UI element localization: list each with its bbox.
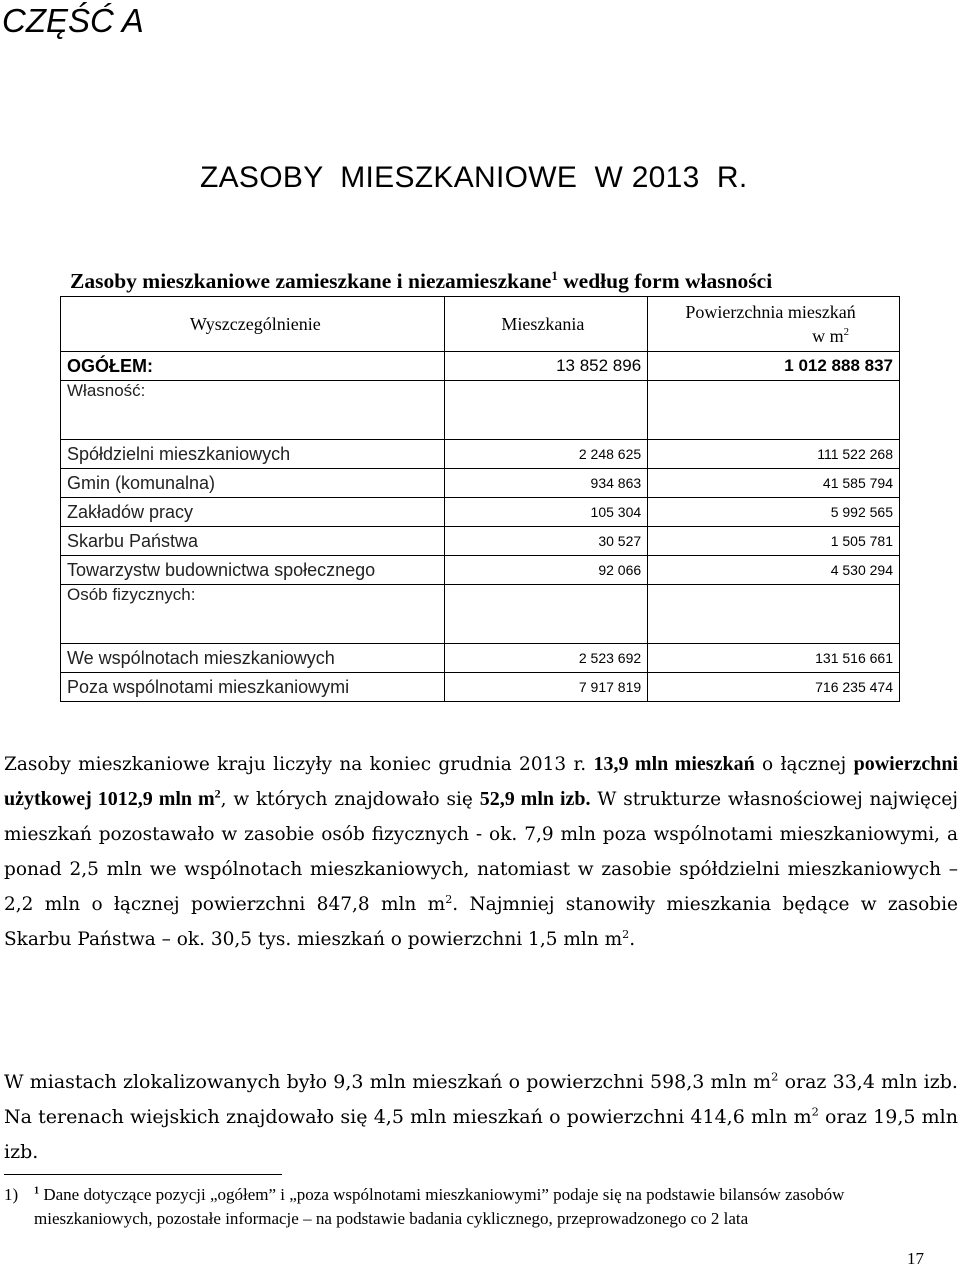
row-powierzchnia: 5 992 565 bbox=[648, 498, 900, 527]
table-row-total bbox=[61, 352, 900, 381]
header-mieszkania: Mieszkania bbox=[444, 297, 648, 352]
table-row-wlasnosc bbox=[61, 381, 900, 440]
row-mieszkania: 934 863 bbox=[444, 469, 648, 498]
row-powierzchnia: 716 235 474 bbox=[648, 673, 900, 702]
footnote-text-1: Dane dotyczące pozycji „ogółem” i „poza wspólnotami mieszkaniowymi” podaje się na podstawie bilansów zasobów bbox=[39, 1185, 845, 1204]
header-powierzchnia-line2: w $m^2$ bbox=[812, 326, 850, 346]
table-row bbox=[61, 469, 900, 498]
footnote-sup: 1 bbox=[34, 1185, 40, 1197]
row-label: Poza wspólnotami mieszkaniowymi bbox=[61, 673, 445, 702]
row-label: Skarbu Państwa bbox=[61, 527, 445, 556]
row-mieszkania: 105 304 bbox=[444, 498, 648, 527]
highlight-izb: 52,9 mln izb. bbox=[479, 788, 591, 810]
table-row bbox=[61, 440, 900, 469]
wlasnosc-label: Własność: bbox=[61, 381, 445, 440]
row-mieszkania: 2 248 625 bbox=[444, 440, 648, 469]
header-wyszczegolnienie: Wyszczególnienie bbox=[61, 297, 445, 352]
row-mieszkania: 7 917 819 bbox=[444, 673, 648, 702]
highlight-mieszkan: 13,9 mln mieszkań bbox=[593, 753, 755, 775]
row-powierzchnia: 41 585 794 bbox=[648, 469, 900, 498]
table-header-row bbox=[61, 297, 900, 352]
table-row bbox=[61, 498, 900, 527]
row-powierzchnia: 111 522 268 bbox=[648, 440, 900, 469]
osob-fizycznych-label: Osób fizycznych: bbox=[61, 585, 445, 644]
footnote-divider bbox=[4, 1174, 282, 1175]
highlight-powierzchnia: powierzchni użytkowej 1012,9 mln $m^2$ bbox=[4, 753, 959, 810]
row-label: Towarzystw budownictwa społecznego bbox=[61, 556, 445, 585]
table-row bbox=[61, 673, 900, 702]
row-mieszkania: 2 523 692 bbox=[444, 644, 648, 673]
row-powierzchnia: 131 516 661 bbox=[648, 644, 900, 673]
row-label: Spółdzielni mieszkaniowych bbox=[61, 440, 445, 469]
row-label: Zakładów pracy bbox=[61, 498, 445, 527]
part-title: CZĘŚĆ A bbox=[2, 2, 144, 39]
summary-paragraph-2: W miastach zlokalizowanych było 9,3 mln mieszkań o powierzchni 598,3 mln $m^2$ oraz 33,4 mln izb. Na terenach wiejskich znajdowało się 4,5 mln mieszkań o powierzchni 414,6 mln $m^2$ oraz 19,5 mln izb. bbox=[4, 1069, 958, 1163]
total-powierzchnia: 1 012 888 837 bbox=[648, 352, 900, 381]
row-mieszkania: 30 527 bbox=[444, 527, 648, 556]
table-title bbox=[70, 266, 772, 296]
row-powierzchnia: 1 505 781 bbox=[648, 527, 900, 556]
header-powierzchnia-line1: Powierzchnia mieszkań bbox=[685, 302, 856, 322]
table-row-osob-fizycznych bbox=[61, 585, 900, 644]
table-row bbox=[61, 644, 900, 673]
page-number: 17 bbox=[907, 1249, 924, 1268]
footnote-number: 1) bbox=[4, 1185, 19, 1204]
table-row bbox=[61, 527, 900, 556]
row-label: We wspólnotach mieszkaniowych bbox=[61, 644, 445, 673]
main-title: ZASOBY MIESZKANIOWE W 2013 R. bbox=[200, 161, 748, 194]
table-title-text-after: według form własności bbox=[557, 269, 773, 293]
table-title-footnote-ref: 1 bbox=[551, 268, 558, 283]
table-title-text: Zasoby mieszkaniowe zamieszkane i niezamieszkane bbox=[70, 269, 552, 293]
row-mieszkania: 92 066 bbox=[444, 556, 648, 585]
header-powierzchnia bbox=[648, 297, 900, 352]
summary-paragraph-1: Zasoby mieszkaniowe kraju liczyły na koniec grudnia 2013 r. 13,9 mln mieszkań o łącznej powierzchni użytkowej 1012,9 mln $m^2$, w których znajdowało się 52,9 mln izb. W strukturze własnościowej najwięcej mieszkań pozostawało w zasobie osób fizycznych - ok. 7,9 mln poza wspólnotami mieszkaniowymi, a ponad 2,5 mln we wspólnotach mieszkaniowych, natomiast w zasobie spółdzielni mieszkaniowych – 2,2 mln o łącznej powierzchni 847,8 mln $m^2$. Najmniej stanowiły mieszkania będące w zasobie Skarbu Państwa – ok. 30,5 tys. mieszkań o powierzchni 1,5 mln $m^2$. bbox=[4, 753, 959, 950]
total-mieszkania: 13 852 896 bbox=[444, 352, 648, 381]
total-label: OGÓŁEM: bbox=[61, 352, 445, 381]
footnote-text-2: mieszkaniowych, pozostałe informacje – na podstawie badania cyklicznego, przeprowadzonego co 2 lata bbox=[34, 1209, 749, 1228]
footnote bbox=[4, 1183, 958, 1231]
table-row bbox=[61, 556, 900, 585]
row-powierzchnia: 4 530 294 bbox=[648, 556, 900, 585]
row-label: Gmin (komunalna) bbox=[61, 469, 445, 498]
housing-table bbox=[60, 296, 900, 702]
